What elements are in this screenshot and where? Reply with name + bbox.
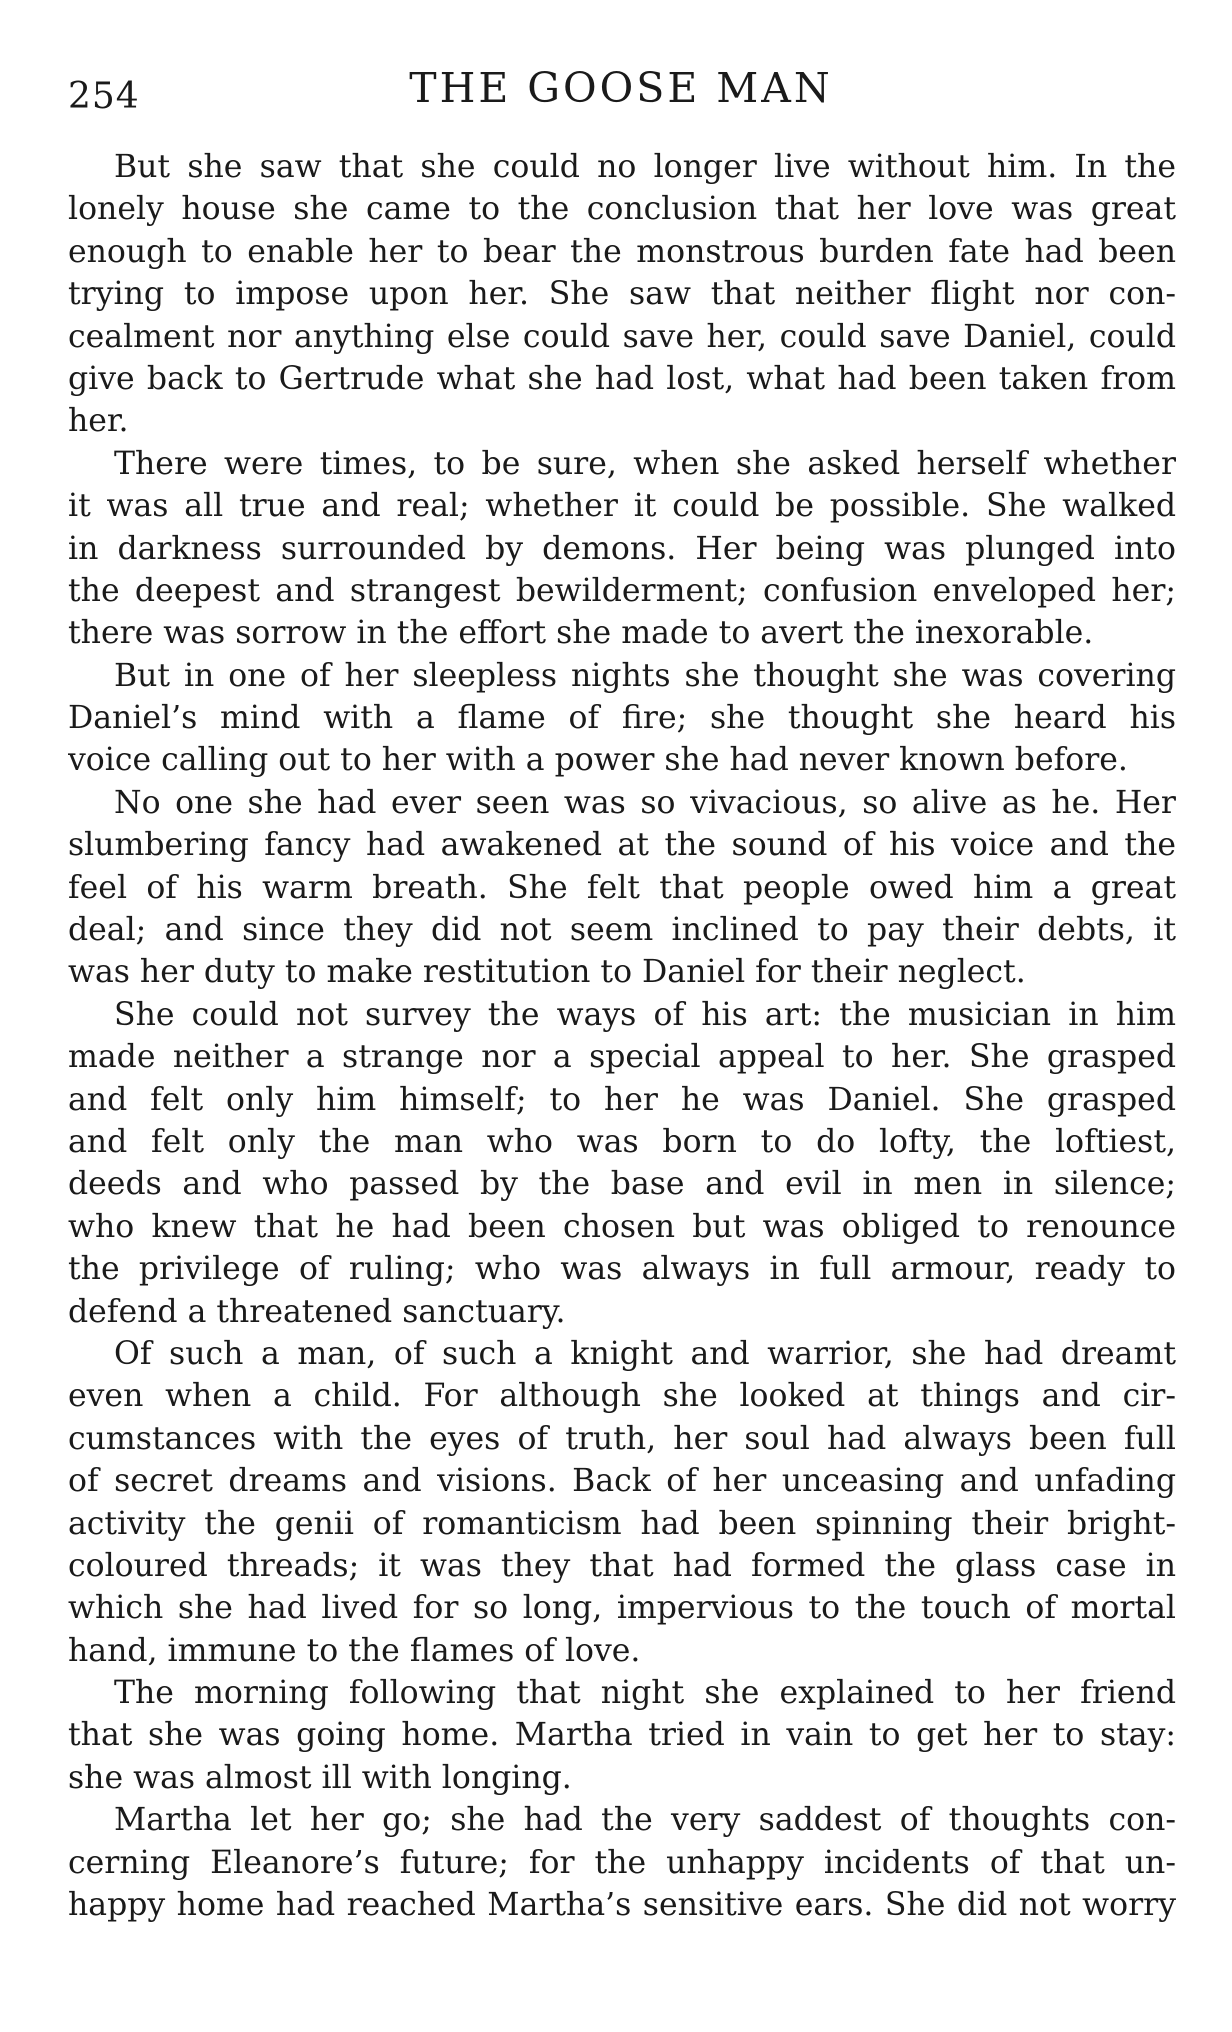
text-line: was her duty to make restitution to Daniel for their neglect. bbox=[68, 954, 1026, 991]
text-line: it was all true and real; whether it could be possible. She walked bbox=[68, 488, 1176, 525]
paragraph bbox=[68, 146, 1176, 443]
text-line: activity the genii of romanticism had been spinning their bright- bbox=[68, 1505, 1176, 1542]
running-title: THE GOOSE MAN bbox=[409, 64, 833, 112]
text-line: she was almost ill with longing. bbox=[68, 1759, 572, 1796]
paragraph bbox=[68, 655, 1176, 782]
text-line: and felt only him himself; to her he was Daniel. She grasped bbox=[68, 1081, 1176, 1118]
text-line: happy home had reached Martha’s sensitive ears. She did not worry bbox=[68, 1887, 1176, 1924]
text-line: Of such a man, of such a knight and warrior, she had dreamt bbox=[114, 1335, 1176, 1372]
text-line: which she had lived for so long, impervious to the touch of mortal bbox=[68, 1590, 1176, 1627]
text-line: even when a child. For although she looked at things and cir- bbox=[68, 1378, 1176, 1415]
text-line: The morning following that night she explained to her friend bbox=[114, 1675, 1176, 1712]
text-line: slumbering fancy had awakened at the sound of his voice and the bbox=[68, 827, 1176, 864]
text-line: There were times, to be sure, when she asked herself whether bbox=[114, 445, 1176, 482]
text-line: made neither a strange nor a special appeal to her. She grasped bbox=[68, 1039, 1176, 1076]
text-line: No one she had ever seen was so vivacious, so alive as he. Her bbox=[114, 784, 1176, 821]
paragraph bbox=[68, 782, 1176, 994]
text-line: Martha let her go; she had the very saddest of thoughts con- bbox=[114, 1802, 1176, 1839]
text-line: hand, immune to the flames of love. bbox=[68, 1632, 641, 1669]
text-line: voice calling out to her with a power she had never known before. bbox=[68, 742, 1128, 779]
text-line: defend a threatened sanctuary. bbox=[68, 1293, 566, 1330]
page-number: 254 bbox=[68, 76, 140, 117]
text-line: coloured threads; it was they that had formed the glass case in bbox=[68, 1547, 1176, 1584]
paragraph bbox=[68, 443, 1176, 655]
text-line: and felt only the man who was born to do lofty, the loftiest, bbox=[68, 1123, 1176, 1160]
text-line: But she saw that she could no longer live without him. In the bbox=[114, 149, 1176, 185]
body-text bbox=[68, 146, 1176, 1926]
text-line: her. bbox=[68, 403, 129, 440]
text-line: deal; and since they did not seem inclined to pay their debts, it bbox=[68, 912, 1176, 949]
text-line: of secret dreams and visions. Back of her unceasing and unfading bbox=[68, 1463, 1176, 1500]
paragraph bbox=[68, 1333, 1176, 1672]
text-line: in darkness surrounded by demons. Her being was plunged into bbox=[68, 530, 1176, 567]
text-line: Daniel’s mind with a flame of fire; she thought she heard his bbox=[68, 700, 1176, 737]
text-line: feel of his warm breath. She felt that people owed him a great bbox=[68, 869, 1176, 906]
running-head bbox=[68, 64, 1174, 117]
text-line: lonely house she came to the conclusion that her love was great bbox=[68, 191, 1176, 228]
text-line: the deepest and strangest bewilderment; confusion enveloped her; bbox=[68, 572, 1176, 609]
text-line: that she was going home. Martha tried in vain to get her to stay: bbox=[68, 1717, 1176, 1754]
text-line: trying to impose upon her. She saw that neither flight nor con- bbox=[68, 276, 1176, 313]
text-line: cealment nor anything else could save her, could save Daniel, could bbox=[68, 318, 1176, 355]
paragraph bbox=[68, 1672, 1176, 1799]
text-line: cerning Eleanore’s future; for the unhappy incidents of that un- bbox=[68, 1844, 1176, 1881]
text-line: the privilege of ruling; who was always in full armour, ready to bbox=[68, 1251, 1176, 1288]
text-line: cumstances with the eyes of truth, her soul had always been full bbox=[68, 1420, 1176, 1457]
text-line: enough to enable her to bear the monstrous burden fate had been bbox=[68, 233, 1176, 270]
paragraph bbox=[68, 1799, 1176, 1926]
text-line: deeds and who passed by the base and evil in men in silence; bbox=[68, 1166, 1176, 1203]
text-line: there was sorrow in the effort she made to avert the inexorable. bbox=[68, 615, 1094, 652]
text-line: She could not survey the ways of his art: the musician in him bbox=[114, 996, 1176, 1033]
text-line: who knew that he had been chosen but was obliged to renounce bbox=[68, 1208, 1176, 1245]
text-line: give back to Gertrude what she had lost, what had been taken from bbox=[68, 360, 1176, 397]
paragraph bbox=[68, 994, 1176, 1333]
text-line: But in one of her sleepless nights she thought she was covering bbox=[114, 657, 1176, 694]
